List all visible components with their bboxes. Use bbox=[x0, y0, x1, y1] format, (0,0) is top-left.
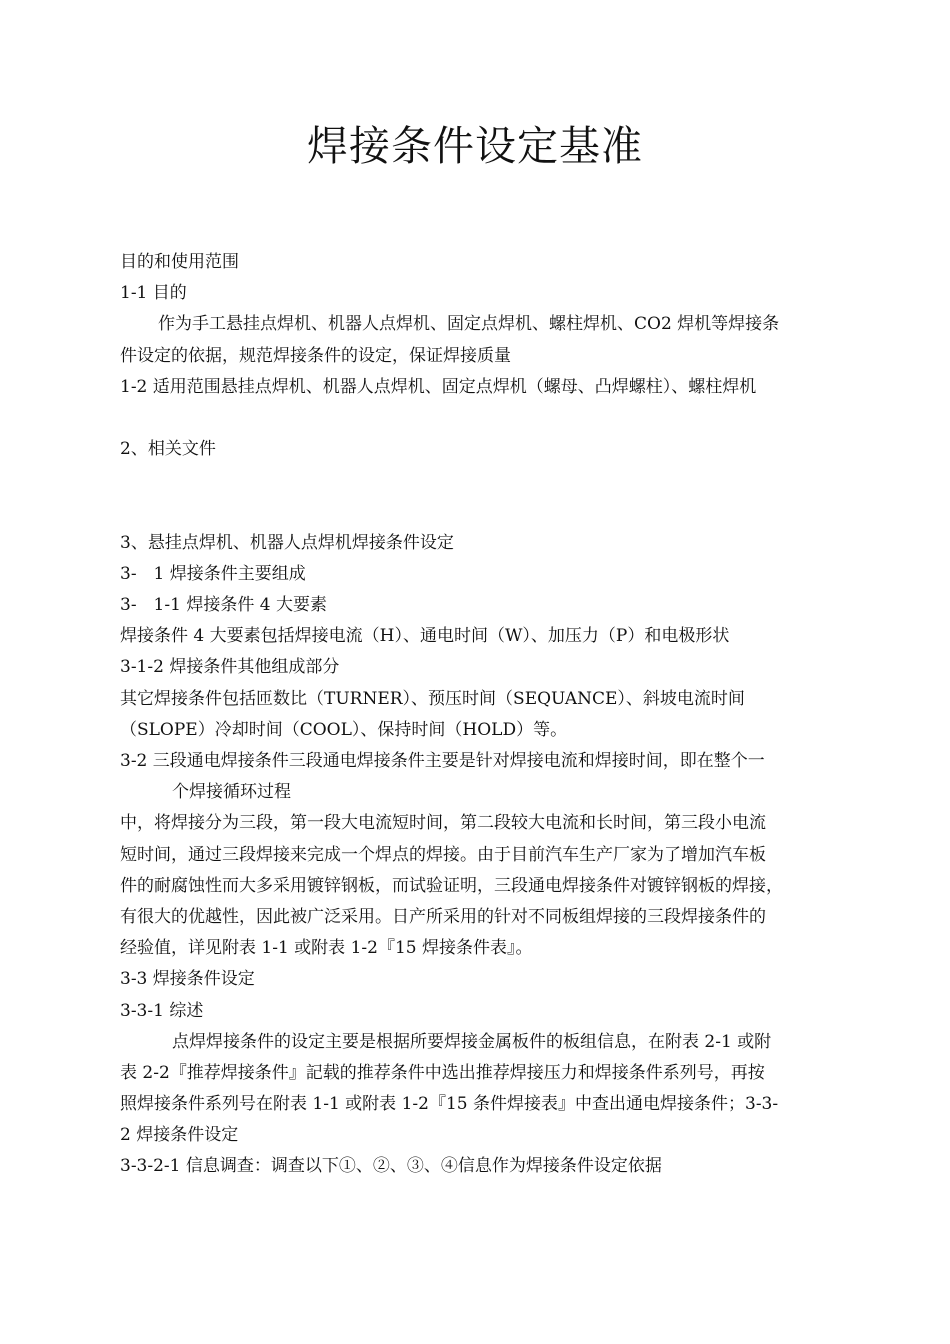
page-title: 焊接条件设定基准 bbox=[307, 122, 643, 170]
section-heading-related-docs: 2、相关文件 bbox=[120, 439, 216, 460]
section-heading-3: 3、悬挂点焊机、机器人点焊机焊接条件设定 bbox=[120, 532, 454, 553]
subsection-heading-3-1: 3- 1 焊接条件主要组成 bbox=[120, 563, 306, 584]
subsection-heading-1-2: 1-2 适用范围悬挂点焊机、机器人点焊机、固定点焊机（螺母、凸焊螺柱）、螺柱焊机 bbox=[120, 376, 757, 397]
paragraph-line: 有很大的优越性，因此被广泛采用。日产所采用的针对不同板组焊接的三段焊接条件的 bbox=[120, 906, 766, 927]
paragraph-line: 表 2-2『推荐焊接条件』記载的推荐条件中选出推荐焊接压力和焊接条件系列号，再按 bbox=[120, 1062, 765, 1083]
paragraph-line: 短时间，通过三段焊接来完成一个焊点的焊接。由于目前汽车生产厂家为了增加汽车板 bbox=[120, 844, 766, 865]
subsection-heading-3-1-2: 3-1-2 焊接条件其他组成部分 bbox=[120, 657, 340, 678]
subsection-heading-3-3: 3-3 焊接条件设定 bbox=[120, 969, 255, 990]
subsection-heading-3-3-1: 3-3-1 综述 bbox=[120, 1000, 204, 1021]
paragraph-line: 件的耐腐蚀性而大多采用镀锌钢板，而试验证明，三段通电焊接条件对镀锌钢板的焊接， bbox=[120, 875, 783, 896]
paragraph-line: 点焊焊接条件的设定主要是根据所要焊接金属板件的板组信息，在附表 2-1 或附 bbox=[172, 1031, 772, 1052]
paragraph-line: 焊接条件 4 大要素包括焊接电流（H）、通电时间（W）、加压力（P）和电极形状 bbox=[120, 626, 730, 647]
paragraph-line: 经验值，详见附表 1-1 或附表 1-2『15 焊接条件表』。 bbox=[120, 938, 533, 959]
paragraph-line: （SLOPE）冷却时间（COOL）、保持时间（HOLD）等。 bbox=[120, 719, 568, 740]
subsection-heading-3-3-2-1: 3-3-2-1 信息调查：调查以下①、②、③、④信息作为焊接条件设定依据 bbox=[120, 1156, 662, 1177]
paragraph-line: 作为手工悬挂点焊机、机器人点焊机、固定点焊机、螺柱焊机、CO2 焊机等焊接条 bbox=[158, 314, 780, 335]
paragraph-line: 其它焊接条件包括匝数比（TURNER）、预压时间（SEQUANCE）、斜坡电流时间 bbox=[120, 688, 745, 709]
subsection-heading-3-2: 3-2 三段通电焊接条件三段通电焊接条件主要是针对焊接电流和焊接时间，即在整个一 bbox=[120, 751, 765, 772]
paragraph-line: 中，将焊接分为三段，第一段大电流短时间，第二段较大电流和长时间，第三段小电流 bbox=[120, 813, 766, 834]
paragraph-line: 件设定的依据，规范焊接条件的设定，保证焊接质量 bbox=[120, 345, 511, 366]
paragraph-line: 照焊接条件系列号在附表 1-1 或附表 1-2『15 条件焊接表』中查出通电焊接条件；3-3- bbox=[120, 1094, 779, 1115]
subsection-heading-3-1-1: 3- 1-1 焊接条件 4 大要素 bbox=[120, 595, 327, 616]
subsection-heading-1-1: 1-1 目的 bbox=[120, 283, 187, 304]
document-body bbox=[120, 247, 855, 1183]
section-heading-purpose-scope: 目的和使用范围 bbox=[120, 252, 239, 272]
paragraph-line: 2 焊接条件设定 bbox=[120, 1125, 239, 1146]
paragraph-line: 个焊接循环过程 bbox=[172, 782, 291, 803]
